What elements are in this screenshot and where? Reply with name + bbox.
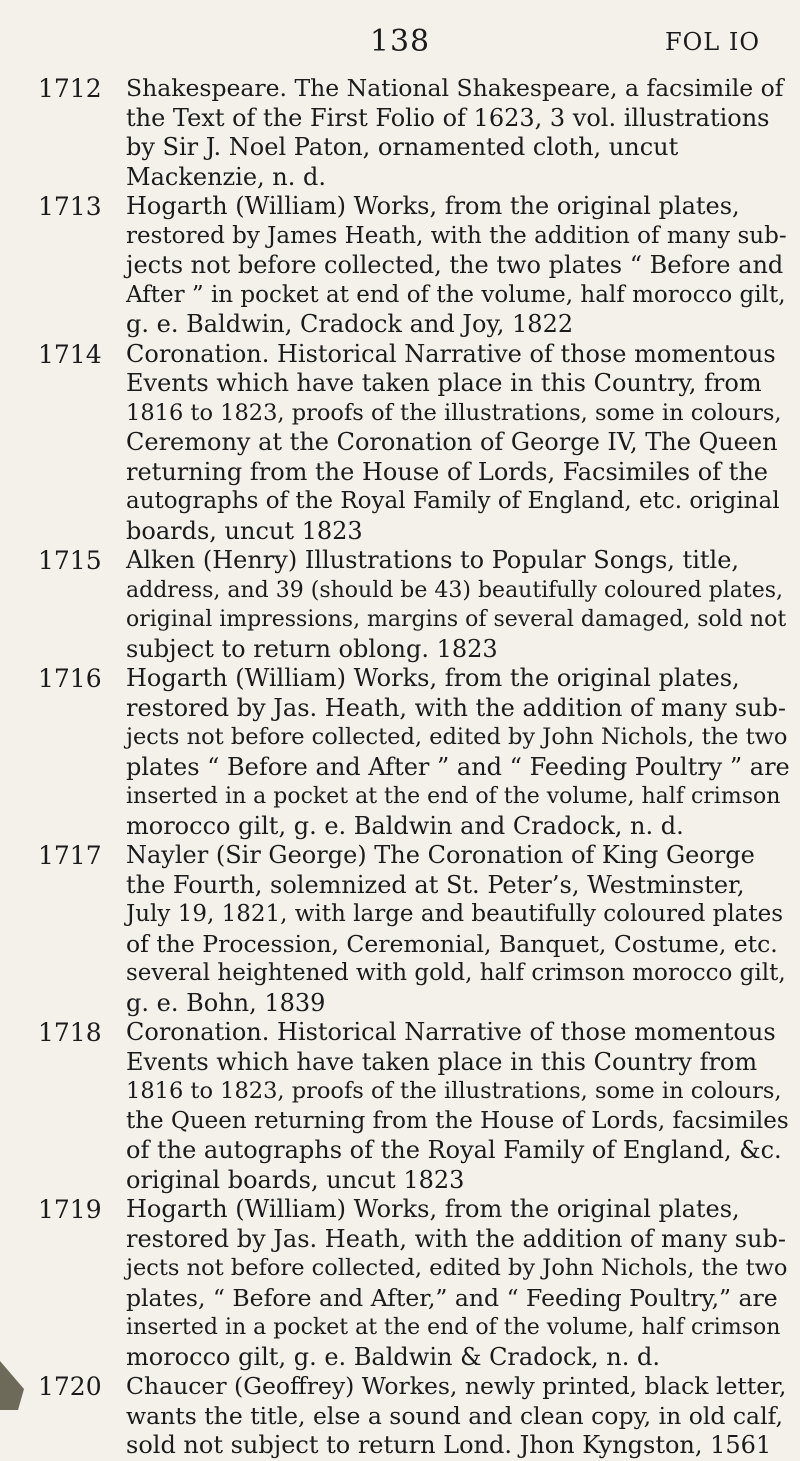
lot-number: 1717 xyxy=(38,841,102,870)
entry-line: Hogarth (William) Works, from the original plates, xyxy=(126,664,740,692)
lot-number: 1713 xyxy=(38,192,102,221)
entry-line: plates, “ Before and After,” and “ Feeding Poultry,” are xyxy=(126,1283,778,1312)
entry-line: subject to return oblong. 1823 xyxy=(126,634,498,663)
entry-line: address, and 39 (should be 43) beautifully coloured plates, xyxy=(126,577,784,603)
entry-line: g. e. Bohn, 1839 xyxy=(126,988,326,1017)
entry-line: Hogarth (William) Works, from the original plates, xyxy=(126,1195,740,1223)
entry-line: jects not before collected, the two plates “ Before and xyxy=(126,251,784,279)
entry-line: original impressions, margins of several damaged, sold not xyxy=(126,607,787,632)
section-label: FOL IO xyxy=(664,28,760,56)
entry-line: restored by Jas. Heath, with the addition of many sub- xyxy=(126,1224,786,1253)
entry-line: 1816 to 1823, proofs of the illustrations, some in colours, xyxy=(126,399,782,426)
entry-line: restored by James Heath, with the addition of many sub- xyxy=(126,222,787,249)
entry-line: Events which have taken place in this Country, from xyxy=(126,369,762,397)
entry-line: wants the title, else a sound and clean copy, in old calf, xyxy=(126,1401,783,1430)
catalogue-entry xyxy=(38,1195,790,1372)
entry-line: morocco gilt, g. e. Baldwin & Cradock, n. d. xyxy=(126,1342,660,1371)
entry-line: Shakespeare. The National Shakespeare, a facsimile of xyxy=(126,74,784,102)
entry-line: Alken (Henry) Illustrations to Popular Songs, title, xyxy=(126,546,740,574)
lot-number: 1715 xyxy=(38,546,102,575)
catalogue-entry xyxy=(38,192,790,340)
entry-line: inserted in a pocket at the end of the volume, half crimson xyxy=(126,784,781,809)
entry-line: Coronation. Historical Narrative of those momentous xyxy=(126,339,776,368)
catalogue-entries xyxy=(38,74,790,1461)
entry-line: original boards, uncut 1823 xyxy=(126,1165,465,1194)
entry-line: jects not before collected, edited by John Nichols, the two xyxy=(126,1255,788,1281)
entry-line: 1816 to 1823, proofs of the illustrations, some in colours, xyxy=(126,1078,782,1104)
entry-line: of the Procession, Ceremonial, Banquet, Costume, etc. xyxy=(126,929,778,958)
page-number: 138 xyxy=(369,24,431,59)
entry-line: plates “ Before and After ” and “ Feeding Poultry ” are xyxy=(126,752,790,781)
entry-line: Hogarth (William) Works, from the original plates, xyxy=(126,192,740,220)
lot-number: 1712 xyxy=(38,74,102,103)
catalogue-entry xyxy=(38,74,790,192)
entry-line: morocco gilt, g. e. Baldwin and Cradock, n. d. xyxy=(126,811,684,840)
entry-line: Ceremony at the Coronation of George IV, The Queen xyxy=(126,428,778,456)
entry-line: July 19, 1821, with large and beautifully coloured plates xyxy=(126,901,784,927)
page-header xyxy=(0,24,800,60)
entry-line: the Fourth, solemnized at St. Peter’s, Westminster, xyxy=(126,870,745,899)
entry-line: jects not before collected, edited by John Nichols, the two xyxy=(126,724,788,750)
entry-line: sold not subject to return Lond. Jhon Kyngston, 1561 xyxy=(126,1431,772,1459)
entry-line: the Text of the First Folio of 1623, 3 vol. illustrations xyxy=(126,103,770,132)
entry-line: Mackenzie, n. d. xyxy=(126,162,327,191)
lot-number: 1714 xyxy=(38,339,102,369)
entry-line: g. e. Baldwin, Cradock and Joy, 1822 xyxy=(126,310,574,338)
catalogue-entry xyxy=(38,340,790,547)
page-corner-shadow xyxy=(0,1340,30,1410)
entry-line: by Sir J. Noel Paton, ornamented cloth, uncut xyxy=(126,133,679,161)
lot-number: 1716 xyxy=(38,664,102,693)
entry-line: autographs of the Royal Family of England, etc. original xyxy=(126,488,780,514)
entry-line: the Queen returning from the House of Lords, facsimiles xyxy=(126,1107,789,1134)
lot-number: 1720 xyxy=(38,1372,102,1401)
lot-number: 1719 xyxy=(38,1195,102,1224)
catalogue-entry xyxy=(38,664,790,841)
catalogue-entry xyxy=(38,1372,790,1461)
entry-line: restored by Jas. Heath, with the addition of many sub- xyxy=(126,693,786,722)
entry-line: Chaucer (Geoffrey) Workes, newly printed, black letter, xyxy=(126,1372,787,1400)
catalogue-entry xyxy=(38,1018,790,1195)
entry-line: Coronation. Historical Narrative of those momentous xyxy=(126,1018,776,1046)
entry-line: After ” in pocket at end of the volume, half morocco gilt, xyxy=(126,281,786,308)
entry-line: Nayler (Sir George) The Coronation of King George xyxy=(126,841,755,869)
catalogue-entry xyxy=(38,841,790,1018)
entry-line: several heightened with gold, half crimson morocco gilt, xyxy=(126,960,786,986)
entry-line: boards, uncut 1823 xyxy=(126,516,363,545)
entry-line: of the autographs of the Royal Family of England, &c. xyxy=(126,1136,782,1164)
catalogue-entry xyxy=(38,546,790,664)
lot-number: 1718 xyxy=(38,1018,102,1047)
entry-line: Events which have taken place in this Country from xyxy=(126,1047,758,1076)
entry-line: inserted in a pocket at the end of the volume, half crimson xyxy=(126,1315,781,1340)
entry-line: returning from the House of Lords, Facsimiles of the xyxy=(126,457,768,486)
